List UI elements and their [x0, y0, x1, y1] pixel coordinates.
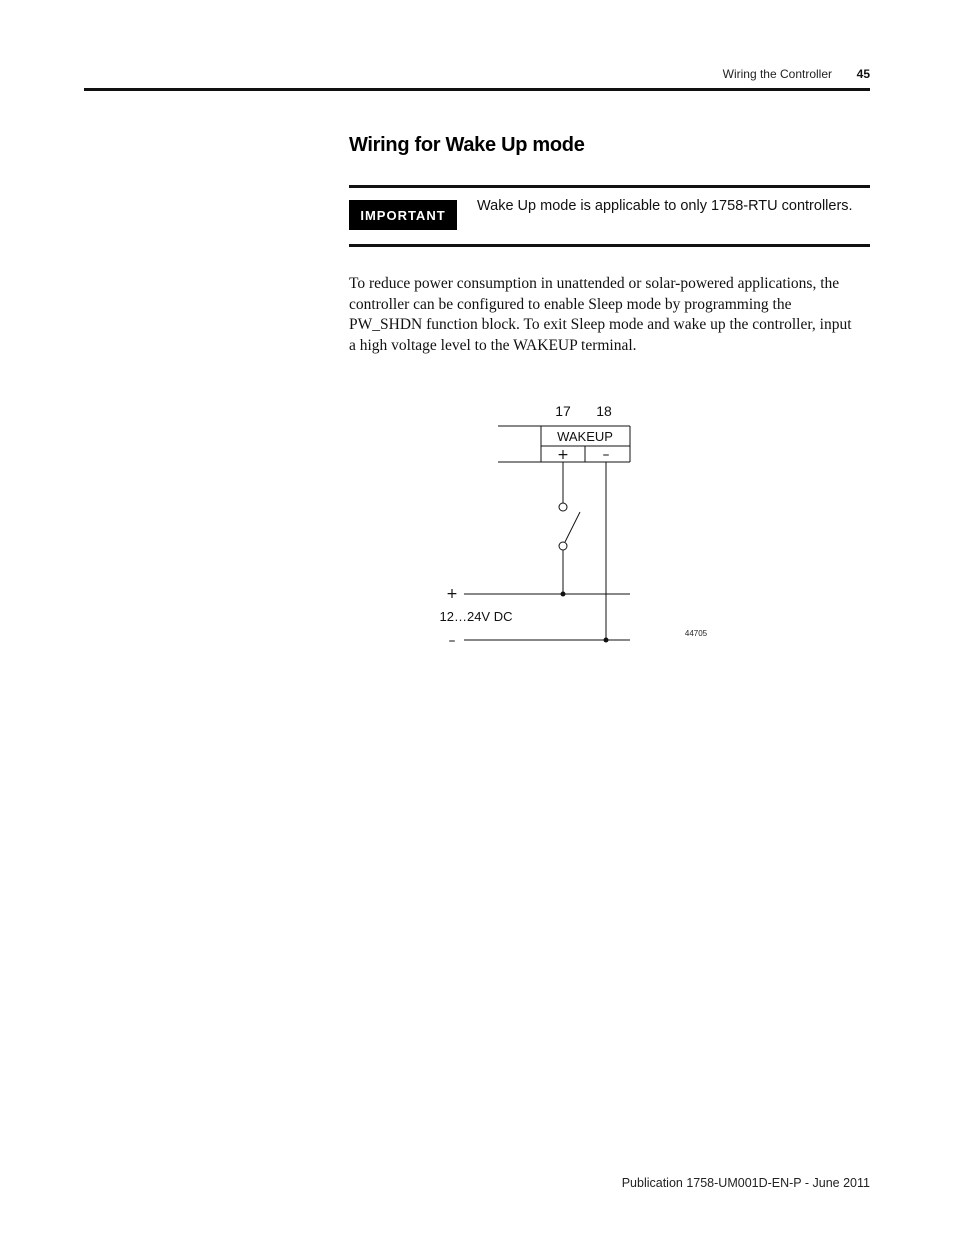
figure-id: 44705 — [684, 629, 708, 638]
section-title: Wiring for Wake Up mode — [349, 134, 585, 156]
supply-plus-mark: + — [446, 586, 458, 602]
body-paragraph: To reduce power consumption in unattended or solar-powered applications, the controller can be configured to enable Sleep mode by programming the PW_SHDN function block. To exit Sleep mode and wake up the controller, input a high voltage level to the WAKEUP terminal. — [349, 275, 852, 354]
header-section-title: Wiring the Controller — [722, 67, 832, 81]
junction-dot-plus — [561, 592, 566, 597]
supply-voltage-label: 12…24V DC — [439, 609, 513, 624]
important-text: Wake Up mode is applicable to only 1758-RTU controllers. — [477, 198, 853, 214]
minus-terminal-mark: – — [602, 447, 610, 463]
plus-terminal-mark: + — [557, 447, 569, 463]
publication-footer: Publication 1758-UM001D-EN-P - June 2011 — [621, 1176, 870, 1190]
wakeup-block-label: WAKEUP — [557, 429, 613, 444]
important-badge: IMPORTANT — [349, 200, 457, 230]
junction-dot-minus — [604, 638, 609, 643]
header-page-number: 45 — [856, 67, 870, 81]
terminal-18-label: 18 — [596, 403, 612, 419]
supply-minus-mark: – — [448, 633, 456, 649]
terminal-17-label: 17 — [555, 403, 571, 419]
wakeup-switch — [559, 503, 580, 550]
